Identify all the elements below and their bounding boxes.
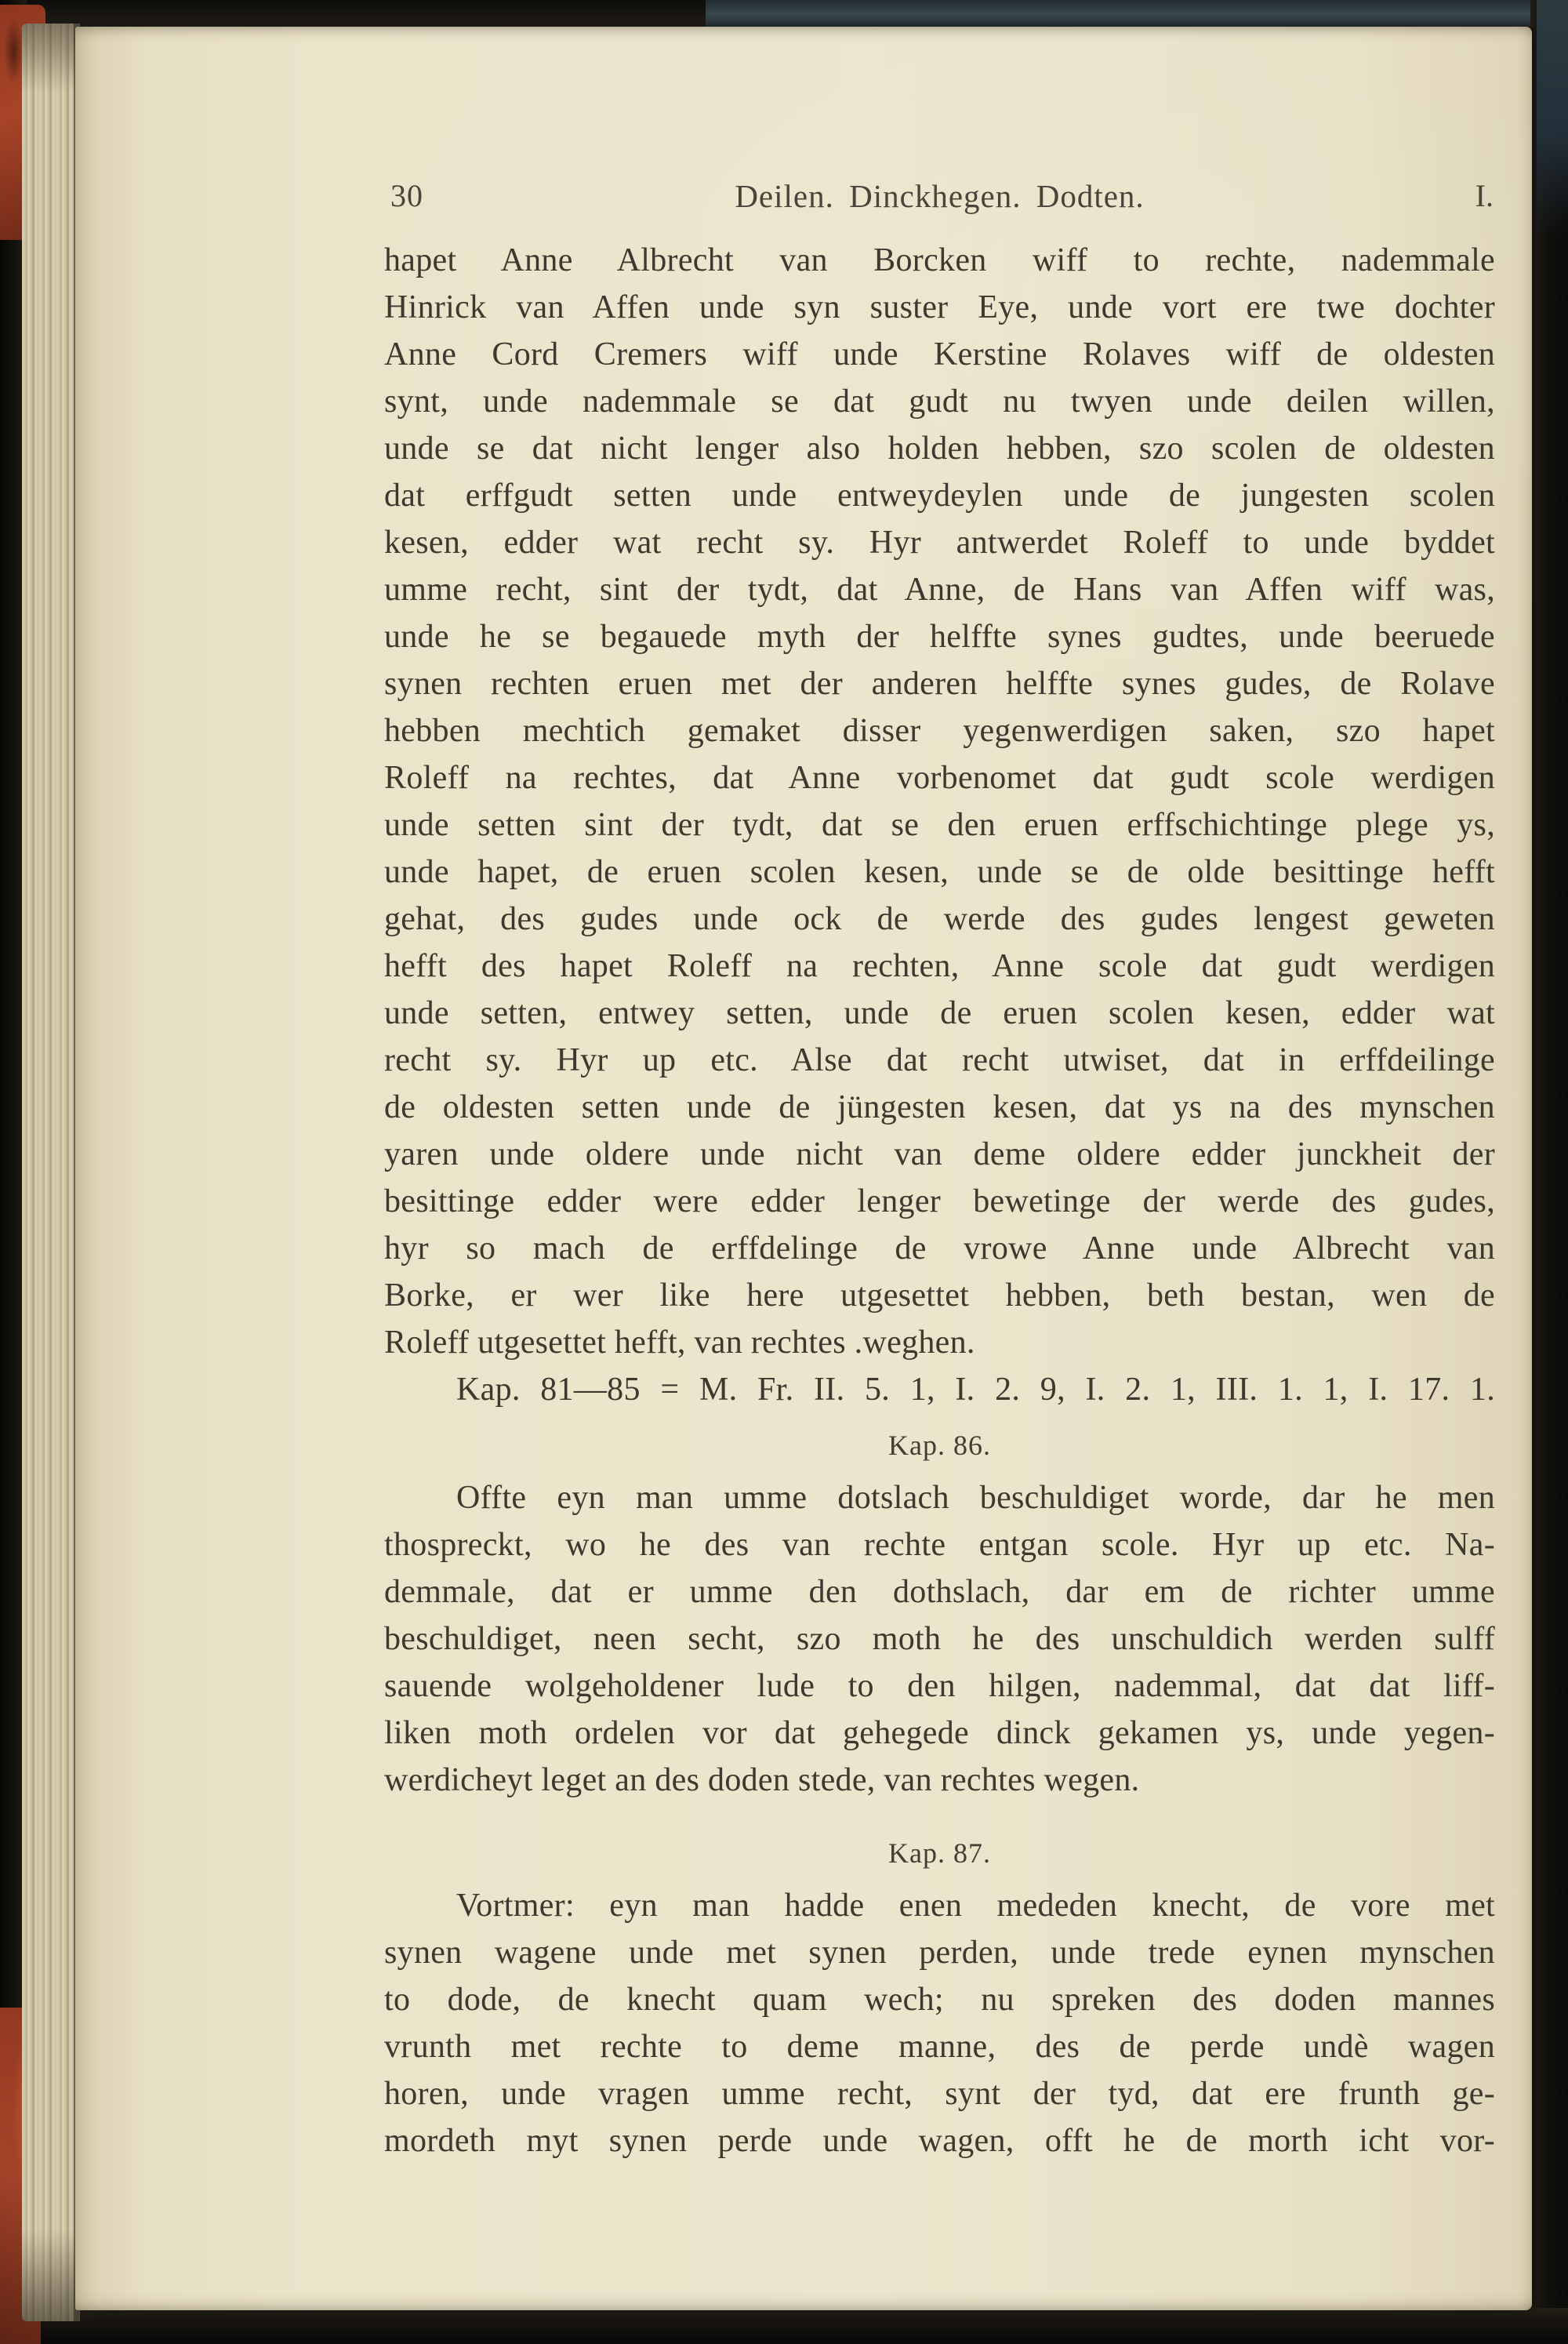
- paragraph-kap86: [384, 1474, 1495, 1804]
- text-line: hyr so mach de erffdelinge de vrowe Anne unde Albrecht van: [384, 1230, 1495, 1266]
- text-line: dat erffgudt setten unde entweydeylen unde de jungesten scolen: [384, 478, 1495, 514]
- paragraph-kap87: [384, 1882, 1495, 2164]
- text-line: vrunth met rechte to deme manne, des de perde undè wagen: [384, 2029, 1495, 2065]
- running-header: [384, 177, 1495, 218]
- text-line: Roleff na rechtes, dat Anne vorbenomet dat gudt scole werdigen: [384, 760, 1495, 796]
- text-line: werdicheyt leget an des doden stede, van rechtes wegen.: [384, 1762, 1140, 1798]
- text-line: Offte eyn man umme dotslach beschuldiget worde, dar he men: [456, 1480, 1495, 1516]
- text-line: Roleff utgesettet hefft, van rechtes .weghen.: [384, 1325, 975, 1361]
- text-line: unde hapet, de eruen scolen kesen, unde se de olde besittinge hefft: [384, 854, 1495, 890]
- text-line: hapet Anne Albrecht van Borcken wiff to rechte, nademmale: [384, 242, 1495, 278]
- text-line: Anne Cord Cremers wiff unde Kerstine Rolaves wiff de oldesten: [384, 336, 1495, 372]
- text-line: synen rechten eruen met der anderen helffte synes gudes, de Rolave: [384, 666, 1495, 702]
- text-line: de oldesten setten unde de jüngesten kesen, dat ys na des mynschen: [384, 1089, 1495, 1125]
- continuation-paragraph: [384, 237, 1495, 1366]
- page-content: [384, 177, 1495, 2164]
- chapter-heading-kap86: Kap. 86.: [888, 1430, 991, 1461]
- text-line: hefft des hapet Roleff na rechten, Anne scole dat gudt werdigen: [384, 948, 1495, 984]
- text-line: kesen, edder wat recht sy. Hyr antwerdet Roleff to unde byddet: [384, 525, 1495, 561]
- book-cover-right-edge: [1530, 0, 1568, 2344]
- body-text: [384, 237, 1495, 2164]
- text-line: synen wagene unde met synen perden, unde trede eynen mynschen: [384, 1935, 1495, 1971]
- text-line: horen, unde vragen umme recht, synt der tyd, dat ere frunth ge-: [384, 2076, 1495, 2112]
- page-number: 30: [390, 178, 423, 213]
- text-line: Borke, er wer like here utgesettet hebben, beth bestan, wen de: [384, 1277, 1495, 1314]
- chapter-heading-kap87: Kap. 87.: [888, 1837, 991, 1869]
- running-title: Deilen. Dinckhegen. Dodten.: [735, 178, 1145, 214]
- text-line: beschuldiget, neen secht, szo moth he des unschuldich werden sulff: [384, 1621, 1495, 1657]
- text-line: to dode, de knecht quam wech; nu spreken des doden mannes: [384, 1982, 1495, 2018]
- text-line: thospreckt, wo he des van rechte entgan scole. Hyr up etc. Na-: [384, 1527, 1495, 1563]
- book-cover-bottom-edge: [0, 2308, 1568, 2344]
- text-line: sauende wolgeholdener lude to den hilgen, nademmal, dat dat liff-: [384, 1668, 1495, 1704]
- volume-marker: I.: [1475, 178, 1494, 213]
- text-line: umme recht, sint der tydt, dat Anne, de Hans van Affen wiff was,: [384, 572, 1495, 608]
- chapter-reference-line: Kap. 81—85 = M. Fr. II. 5. 1, I. 2. 9, I. 2. 1, III. 1. 1, I. 17. 1.: [456, 1372, 1495, 1408]
- text-line: gehat, des gudes unde ock de werde des gudes lengest geweten: [384, 901, 1495, 937]
- text-line: hebben mechtich gemaket disser yegenwerdigen saken, szo hapet: [384, 713, 1495, 749]
- text-line: recht sy. Hyr up etc. Alse dat recht utwiset, dat in erffdeilinge: [384, 1042, 1495, 1078]
- book-page: [75, 27, 1532, 2310]
- stacked-page-edges: [22, 24, 80, 2321]
- text-line: Hinrick van Affen unde syn suster Eye, unde vort ere twe dochter: [384, 289, 1495, 325]
- book-cover-right-teal: [1537, 0, 1568, 235]
- text-line: synt, unde nademmale se dat gudt nu twyen unde deilen willen,: [384, 383, 1495, 420]
- text-line: unde se dat nicht lenger also holden hebben, szo scolen de oldesten: [384, 431, 1495, 467]
- text-line: mordeth myt synen perde unde wagen, offt he de morth icht vor-: [384, 2123, 1495, 2159]
- text-line: unde he se begauede myth der helffte synes gudtes, unde beeruede: [384, 619, 1495, 655]
- text-line: demmale, dat er umme den dothslach, dar em de richter umme: [384, 1574, 1495, 1610]
- text-line: liken moth ordelen vor dat gehegede dinck gekamen ys, unde yegen-: [384, 1715, 1495, 1751]
- text-line: besittinge edder were edder lenger bewetinge der werde des gudes,: [384, 1183, 1495, 1219]
- text-line: Vortmer: eyn man hadde enen mededen knecht, de vore met: [456, 1888, 1495, 1924]
- text-line: yaren unde oldere unde nicht van deme oldere edder junckheit der: [384, 1136, 1495, 1172]
- text-line: unde setten sint der tydt, dat se den eruen erffschichtinge plege ys,: [384, 807, 1495, 843]
- text-line: unde setten, entwey setten, unde de eruen scolen kesen, edder wat: [384, 995, 1495, 1031]
